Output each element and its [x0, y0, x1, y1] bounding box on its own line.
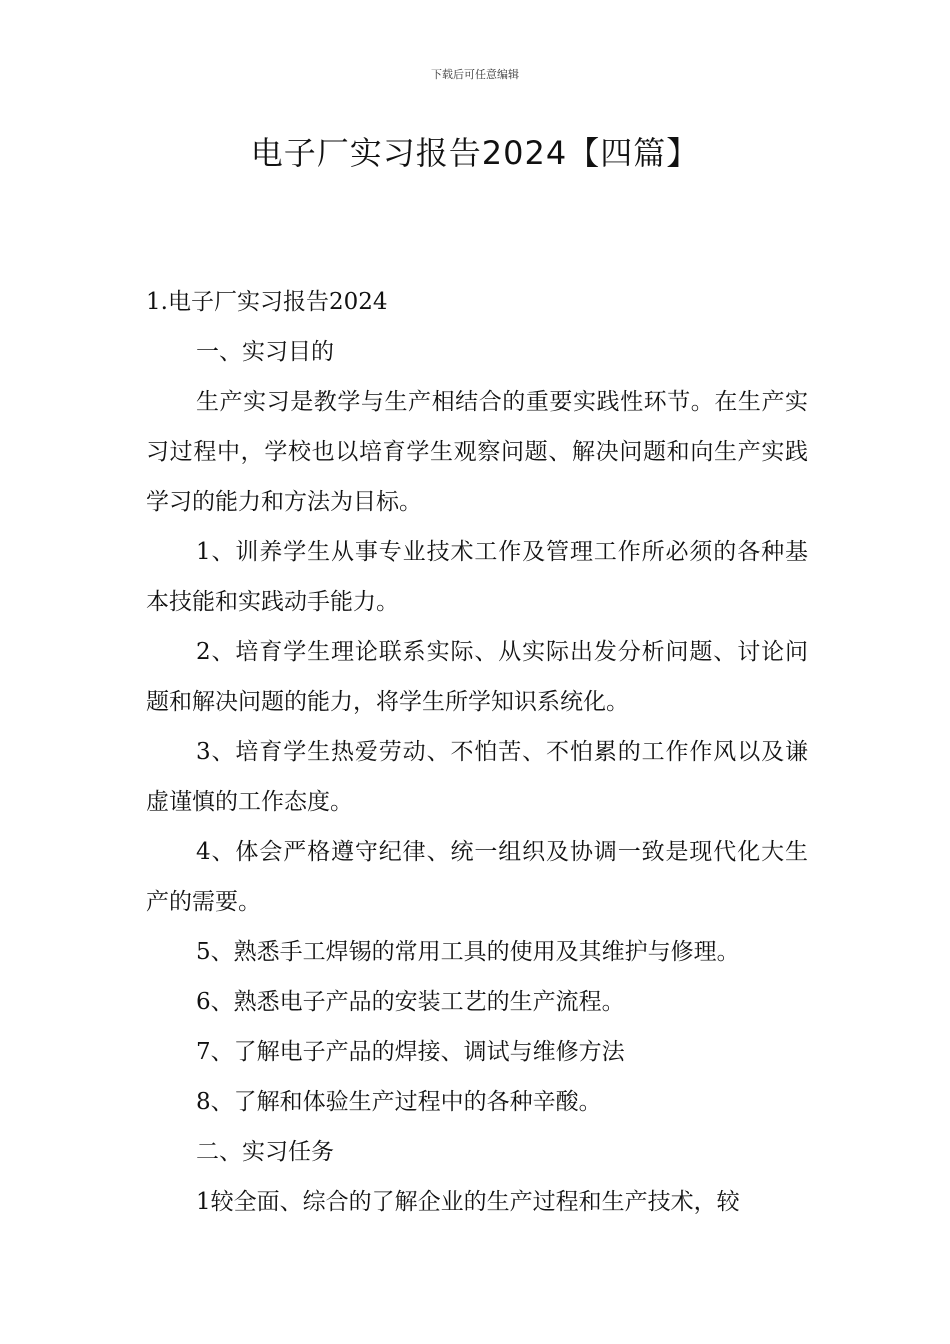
body-paragraph: 生产实习是教学与生产相结合的重要实践性环节。在生产实习过程中，学校也以培育学生观察问题、解决问题和向生产实践学习的能力和方法为目标。 [146, 389, 808, 515]
list-item: 1、训养学生从事专业技术工作及管理工作所必须的各种基本技能和实践动手能力。 [146, 539, 808, 615]
list-item: 3、培育学生热爱劳动、不怕苦、不怕累的工作作风以及谦虚谨慎的工作态度。 [146, 739, 808, 815]
section-heading: 1.电子厂实习报告2024 [146, 289, 388, 315]
document-title: 电子厂实习报告2024【四篇】 [250, 134, 700, 172]
header-note: 下载后可任意编辑 [431, 68, 519, 81]
list-item: 4、体会严格遵守纪律、统一组织及协调一致是现代化大生产的需要。 [146, 839, 808, 915]
list-item: 7、了解电子产品的焊接、调试与维修方法 [196, 1039, 625, 1065]
body-paragraph: 1较全面、综合的了解企业的生产过程和生产技术，较 [196, 1189, 740, 1215]
list-item: 8、了解和体验生产过程中的各种辛酸。 [196, 1089, 602, 1115]
subsection-heading: 一、实习目的 [196, 339, 334, 365]
subsection-heading: 二、实习任务 [196, 1139, 334, 1165]
list-item: 5、熟悉手工焊锡的常用工具的使用及其维护与修理。 [196, 939, 740, 965]
list-item: 6、熟悉电子产品的安装工艺的生产流程。 [196, 989, 625, 1015]
document-body [146, 277, 808, 1227]
list-item: 2、培育学生理论联系实际、从实际出发分析问题、讨论问题和解决问题的能力，将学生所学知识系统化。 [146, 639, 808, 715]
